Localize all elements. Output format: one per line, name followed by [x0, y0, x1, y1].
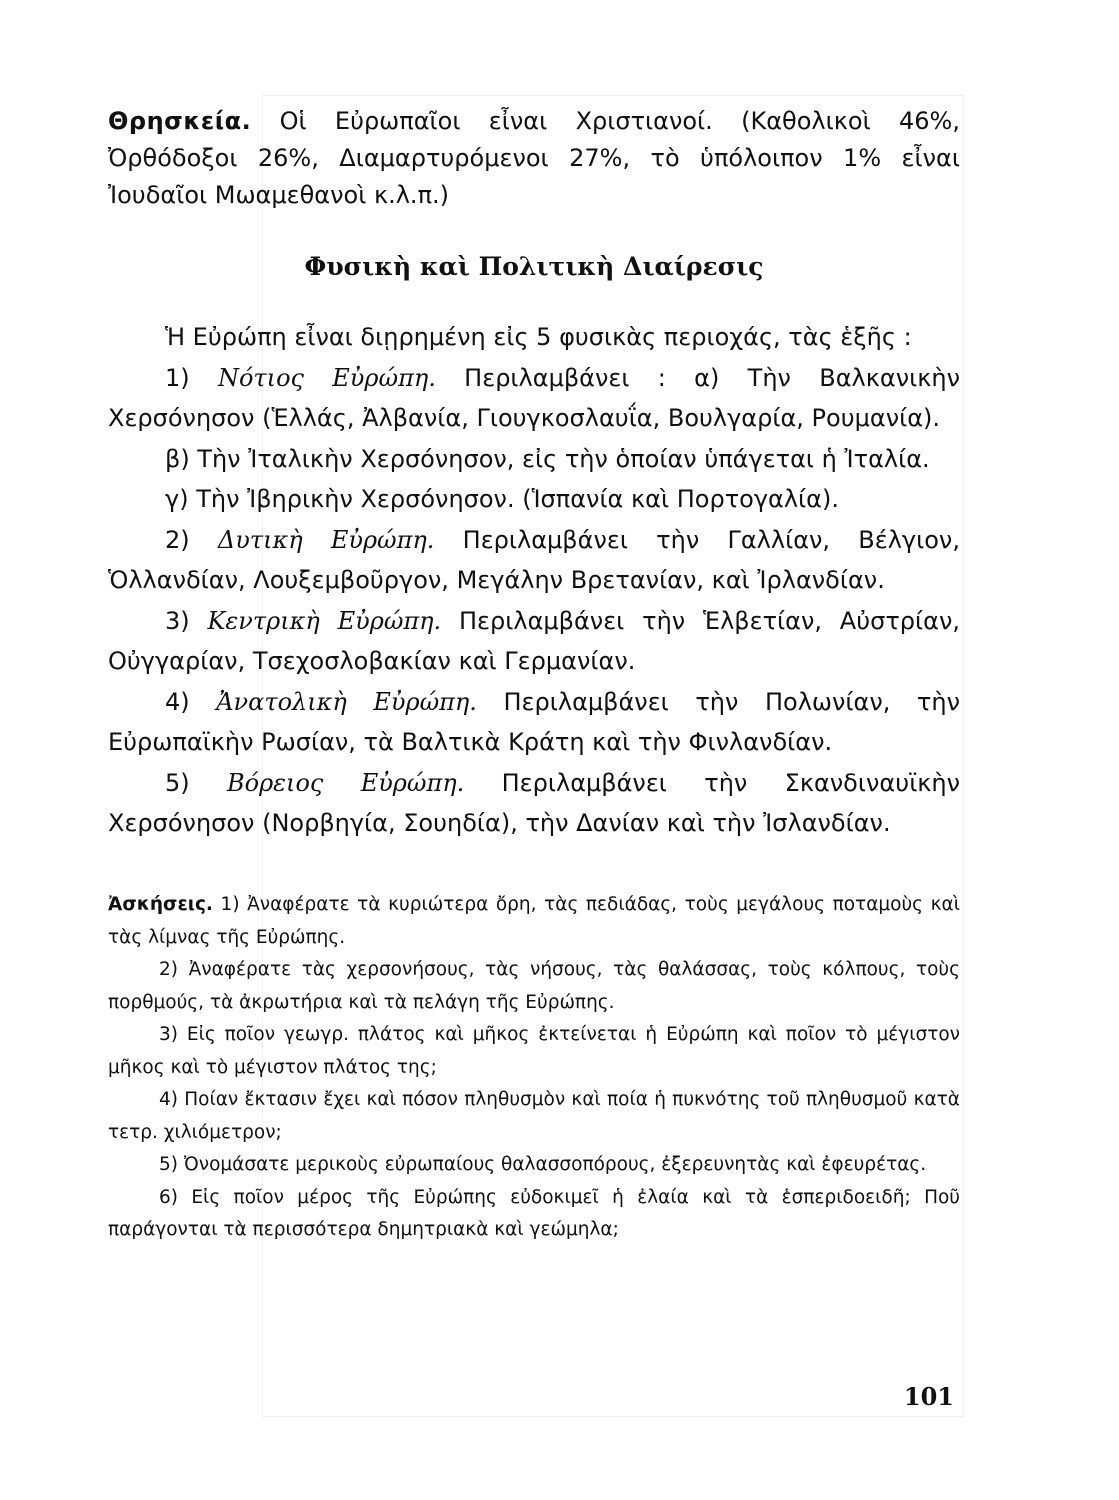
- region-number: 5): [165, 768, 190, 797]
- exercise-item: 2) Ἀναφέρατε τὰς χερσονήσους, τὰς νήσους, τὰς θαλάσσας, τοὺς κόλπους, τοὺς πορθμούς, τὰ ἀκρωτήρια καὶ τὰ πελάγη τῆς Εὐρώπης.: [108, 959, 960, 1013]
- religion-paragraph: [108, 103, 960, 214]
- region-name: Ἀνατολικὴ Εὐρώπη.: [216, 687, 477, 716]
- regions-body: [108, 317, 960, 844]
- region-item-south: [108, 358, 960, 439]
- region-name: Νότιος Εὐρώπη.: [217, 363, 436, 392]
- exercises-lead: Ἀσκήσεις.: [108, 894, 213, 915]
- intro-paragraph: Ἡ Εὐρώπη εἶναι διῃρημένη εἰς 5 φυσικὰς περιοχάς, τὰς ἑξῆς :: [165, 323, 912, 351]
- religion-lead: Θρησκεία.: [108, 107, 252, 135]
- exercise-item: [108, 889, 960, 954]
- region-number: 3): [165, 606, 190, 635]
- region-text: Περιλαμβάνει τὴν Ἑλβετίαν, Αὐστρίαν, Οὐγγαρίαν, Τσεχοσλοβακίαν καὶ Γερμανίαν.: [108, 606, 960, 675]
- region-name: Κεντρικὴ Εὐρώπη.: [207, 606, 442, 635]
- page-number: 101: [903, 1382, 954, 1411]
- religion-text: Οἱ Εὐρωπαῖοι εἶναι Χριστιανοί. (Καθολικοὶ 46%, Ὀρθόδοξοι 26%, Διαμαρτυρόμενοι 27%, τὸ ὑπόλοιπον 1% εἶναι Ἰουδαῖοι Μωαμεθανοὶ κ.λ.π.): [108, 107, 960, 209]
- southern-beta: β) Τὴν Ἰταλικὴν Χερσόνησον, εἰς τὴν ὁποίαν ὑπάγεται ἡ Ἰταλία.: [165, 444, 930, 473]
- region-number: 1): [165, 363, 190, 392]
- section-heading: Φυσικὴ καὶ Πολιτικὴ Διαίρεσις: [304, 252, 764, 281]
- exercise-item: 6) Εἰς ποῖον μέρος τῆς Εὐρώπης εὐδοκιμεῖ ἡ ἐλαία καὶ τὰ ἑσπεριδοειδῆ; Ποῦ παράγονται τὰ περισσότερα δημητριακὰ καὶ γεώμηλα;: [108, 1186, 960, 1240]
- exercise-text: 1) Ἀναφέρατε τὰ κυριώτερα ὄρη, τὰς πεδιάδας, τοὺς μεγάλους ποταμοὺς καὶ τὰς λίμνας τῆς Εὐρώπης.: [108, 894, 960, 948]
- region-text: Περιλαμβάνει τὴν Σκανδιναυϊκὴν Χερσόνησον (Νορβηγία, Σουηδία), τὴν Δανίαν καὶ τὴν Ἰσλανδίαν.: [108, 768, 960, 837]
- exercise-item: 4) Ποίαν ἔκτασιν ἔχει καὶ πόσον πληθυσμὸν καὶ ποία ἡ πυκνότης τοῦ πληθυσμοῦ κατὰ τετρ. χιλιόμετρον;: [108, 1089, 960, 1143]
- region-item-east: [108, 682, 960, 763]
- region-item-central: [108, 601, 960, 682]
- region-number: 4): [165, 687, 190, 716]
- exercise-item: 3) Εἰς ποῖον γεωγρ. πλάτος καὶ μῆκος ἐκτείνεται ἡ Εὐρώπη καὶ ποῖον τὸ μέγιστον μῆκος καὶ τὸ μέγιστον πλάτος της;: [108, 1024, 960, 1078]
- exercise-item: 5) Ὀνομάσατε μερικοὺς εὐρωπαίους θαλασσοπόρους, ἐξερευνητὰς καὶ ἐφευρέτας.: [159, 1154, 927, 1175]
- region-name: Δυτικὴ Εὐρώπη.: [217, 525, 435, 554]
- region-number: 2): [165, 525, 190, 554]
- region-item-west: [108, 520, 960, 601]
- exercises-block: [108, 889, 960, 1247]
- region-text: Περιλαμβάνει τὴν Γαλλίαν, Βέλγιον, Ὁλλανδίαν, Λουξεμβοῦργον, Μεγάλην Βρετανίαν, καὶ Ἰρλανδίαν.: [108, 525, 960, 594]
- region-item-north: [108, 763, 960, 844]
- region-name: Βόρειος Εὐρώπη.: [226, 768, 465, 797]
- southern-gamma: γ) Τὴν Ἰβηρικὴν Χερσόνησον. (Ἱσπανία καὶ Πορτογαλία).: [165, 485, 839, 513]
- region-text: Περιλαμβάνει τὴν Πολωνίαν, τὴν Εὐρωπαϊκὴν Ρωσίαν, τὰ Βαλτικὰ Κράτη καὶ τὴν Φινλανδίαν.: [108, 687, 960, 756]
- region-text: Περιλαμβάνει : α) Τὴν Βαλκανικὴν Χερσόνησον (Ἑλλάς, Ἀλβανία, Γιουγκοσλαυΐα, Βουλγαρία, Ρουμανία).: [108, 363, 960, 432]
